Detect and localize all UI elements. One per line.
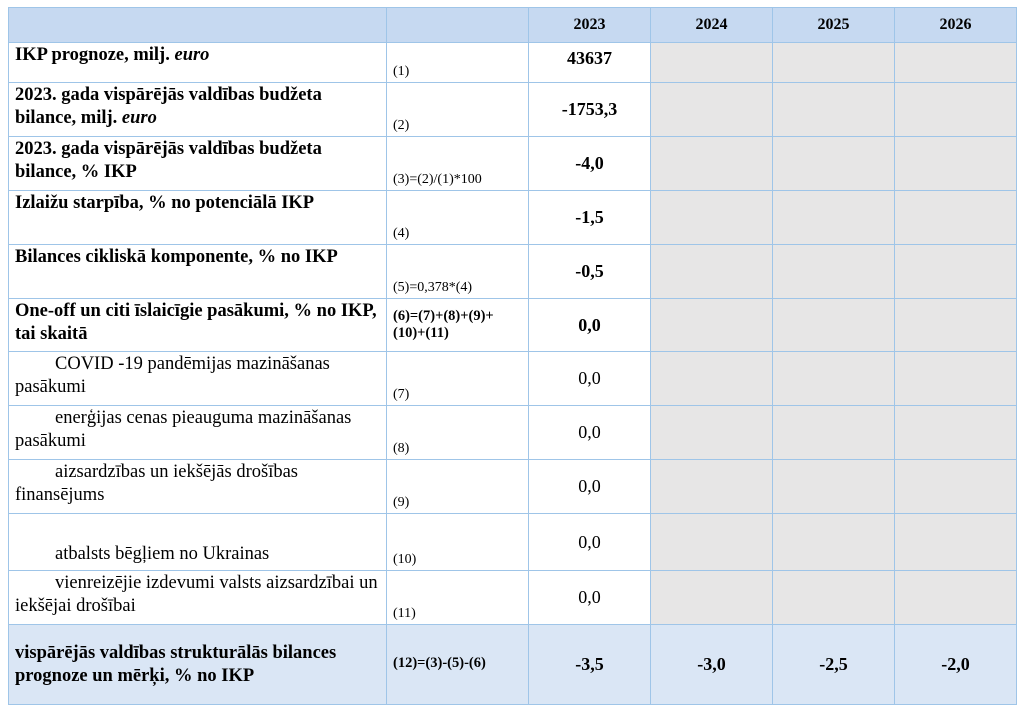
final-value-2023: -3,5 bbox=[529, 625, 651, 705]
table-row bbox=[9, 245, 1017, 299]
row-formula: (3)=(2)/(1)*100 bbox=[387, 137, 529, 191]
empty-cell bbox=[895, 352, 1017, 406]
header-year-2026: 2026 bbox=[895, 8, 1017, 43]
row-label: aizsardzības un iekšējās drošības finansējums bbox=[9, 460, 387, 514]
header-row bbox=[9, 8, 1017, 43]
budget-balance-table bbox=[8, 7, 1017, 705]
table-row bbox=[9, 83, 1017, 137]
empty-cell bbox=[773, 245, 895, 299]
row-label: 2023. gada vispārējās valdības budžeta bilance, milj. euro bbox=[9, 83, 387, 137]
table-row bbox=[9, 352, 1017, 406]
empty-cell bbox=[773, 514, 895, 571]
row-formula: (9) bbox=[387, 460, 529, 514]
row-formula: (4) bbox=[387, 191, 529, 245]
row-formula: (7) bbox=[387, 352, 529, 406]
row-formula: (2) bbox=[387, 83, 529, 137]
value-2023: 0,0 bbox=[529, 514, 651, 571]
empty-cell bbox=[895, 43, 1017, 83]
empty-cell bbox=[773, 83, 895, 137]
empty-cell bbox=[895, 460, 1017, 514]
empty-cell bbox=[895, 514, 1017, 571]
header-formula-cell bbox=[387, 8, 529, 43]
empty-cell bbox=[651, 43, 773, 83]
header-year-2023: 2023 bbox=[529, 8, 651, 43]
empty-cell bbox=[895, 406, 1017, 460]
empty-cell bbox=[895, 299, 1017, 352]
empty-cell bbox=[651, 571, 773, 625]
row-formula: (1) bbox=[387, 43, 529, 83]
row-label: IKP prognoze, milj. euro bbox=[9, 43, 387, 83]
empty-cell bbox=[773, 352, 895, 406]
row-label: Izlaižu starpība, % no potenciālā IKP bbox=[9, 191, 387, 245]
value-2023: -4,0 bbox=[529, 137, 651, 191]
empty-cell bbox=[895, 571, 1017, 625]
row-formula: (11) bbox=[387, 571, 529, 625]
empty-cell bbox=[773, 299, 895, 352]
final-value-2025: -2,5 bbox=[773, 625, 895, 705]
row-label: atbalsts bēgļiem no Ukrainas bbox=[9, 514, 387, 571]
empty-cell bbox=[651, 245, 773, 299]
row-label: 2023. gada vispārējās valdības budžeta bilance, % IKP bbox=[9, 137, 387, 191]
final-row-label: vispārējās valdības strukturālās bilances prognoze un mērķi, % no IKP bbox=[9, 625, 387, 705]
header-year-2025: 2025 bbox=[773, 8, 895, 43]
table-row bbox=[9, 406, 1017, 460]
empty-cell bbox=[651, 83, 773, 137]
empty-cell bbox=[651, 137, 773, 191]
table-row bbox=[9, 137, 1017, 191]
empty-cell bbox=[651, 352, 773, 406]
empty-cell bbox=[651, 299, 773, 352]
empty-cell bbox=[895, 137, 1017, 191]
row-label: enerģijas cenas pieauguma mazināšanas pasākumi bbox=[9, 406, 387, 460]
header-year-2024: 2024 bbox=[651, 8, 773, 43]
empty-cell bbox=[651, 406, 773, 460]
empty-cell bbox=[895, 83, 1017, 137]
table-row bbox=[9, 43, 1017, 83]
value-2023: -0,5 bbox=[529, 245, 651, 299]
empty-cell bbox=[773, 137, 895, 191]
header-label-cell bbox=[9, 8, 387, 43]
final-row bbox=[9, 625, 1017, 705]
empty-cell bbox=[651, 191, 773, 245]
table-row bbox=[9, 460, 1017, 514]
final-value-2026: -2,0 bbox=[895, 625, 1017, 705]
value-2023: 0,0 bbox=[529, 299, 651, 352]
row-label: One-off un citi īslaicīgie pasākumi, % no IKP, tai skaitā bbox=[9, 299, 387, 352]
empty-cell bbox=[651, 514, 773, 571]
table-row bbox=[9, 571, 1017, 625]
empty-cell bbox=[773, 406, 895, 460]
empty-cell bbox=[773, 43, 895, 83]
empty-cell bbox=[895, 245, 1017, 299]
row-label: Bilances cikliskā komponente, % no IKP bbox=[9, 245, 387, 299]
table-row bbox=[9, 299, 1017, 352]
empty-cell bbox=[773, 191, 895, 245]
value-2023: 0,0 bbox=[529, 460, 651, 514]
empty-cell bbox=[773, 571, 895, 625]
row-formula: (6)=(7)+(8)+(9)+(10)+(11) bbox=[387, 299, 529, 352]
value-2023: 0,0 bbox=[529, 352, 651, 406]
final-row-formula: (12)=(3)-(5)-(6) bbox=[387, 625, 529, 705]
row-formula: (5)=0,378*(4) bbox=[387, 245, 529, 299]
table-row bbox=[9, 191, 1017, 245]
row-label: vienreizējie izdevumi valsts aizsardzībai un iekšējai drošībai bbox=[9, 571, 387, 625]
value-2023: 0,0 bbox=[529, 406, 651, 460]
row-formula: (10) bbox=[387, 514, 529, 571]
value-2023: 0,0 bbox=[529, 571, 651, 625]
row-formula: (8) bbox=[387, 406, 529, 460]
empty-cell bbox=[895, 191, 1017, 245]
empty-cell bbox=[651, 460, 773, 514]
table-row bbox=[9, 514, 1017, 571]
value-2023: -1753,3 bbox=[529, 83, 651, 137]
row-label: COVID -19 pandēmijas mazināšanas pasākumi bbox=[9, 352, 387, 406]
final-value-2024: -3,0 bbox=[651, 625, 773, 705]
value-2023: 43637 bbox=[529, 43, 651, 83]
empty-cell bbox=[773, 460, 895, 514]
value-2023: -1,5 bbox=[529, 191, 651, 245]
